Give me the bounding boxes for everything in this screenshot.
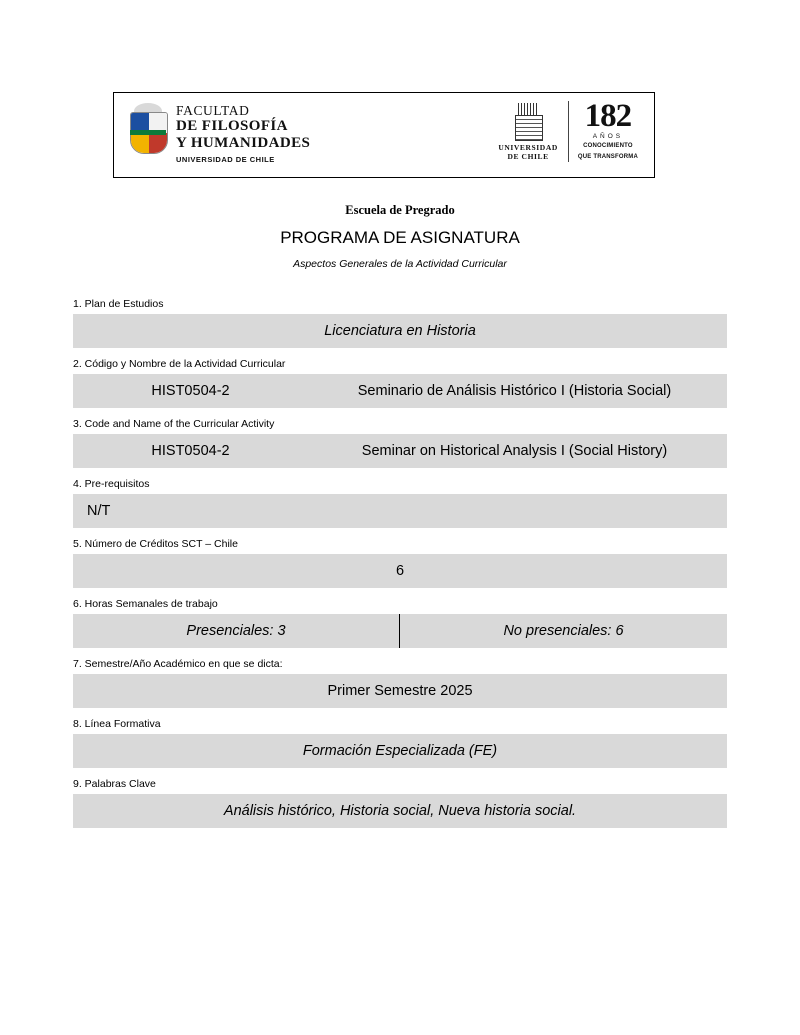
anniversary-tagline-1: CONOCIMIENTO <box>583 143 633 150</box>
field-value-credits: 6 <box>395 563 405 579</box>
field-value-name-es: Seminario de Análisis Histórico I (Historia Social) <box>357 383 672 399</box>
faculty-line-4: UNIVERSIDAD DE CHILE <box>176 154 275 164</box>
document-titles <box>0 203 800 270</box>
page-title: PROGRAMA DE ASIGNATURA <box>280 228 520 247</box>
field-label-credits: 5. Número de Créditos SCT – Chile <box>73 538 238 550</box>
field-value-prerequisites: N/T <box>87 503 111 519</box>
university-mark <box>498 101 558 162</box>
field-label-semester: 7. Semestre/Año Académico en que se dicta: <box>73 658 283 670</box>
weekly-hours-offsite-cell <box>400 614 727 648</box>
field-value-name-en: Seminar on Historical Analysis I (Social History) <box>361 443 668 459</box>
field-value-hours-offsite: No presenciales: 6 <box>503 623 624 639</box>
faculty-line-3: Y HUMANIDADES <box>176 134 311 151</box>
field-label-code-name-en: 3. Code and Name of the Curricular Activity <box>73 418 275 430</box>
field-value-code-name-en-box <box>73 434 727 468</box>
faculty-line-1: FACULTAD <box>176 103 250 118</box>
field-value-keywords-box <box>73 794 727 828</box>
university-line-2: DE CHILE <box>507 152 549 162</box>
anniversary-tagline-2: QUE TRANSFORMA <box>577 154 638 161</box>
field-value-hours-onsite: Presenciales: 3 <box>186 623 286 639</box>
anniversary-years-label: AÑOS <box>592 133 624 141</box>
anniversary-number: 182 <box>584 98 632 134</box>
field-value-training-line: Formación Especializada (FE) <box>302 743 498 759</box>
field-label-weekly-hours: 6. Horas Semanales de trabajo <box>73 598 218 610</box>
field-value-code-en: HIST0504-2 <box>151 443 230 459</box>
field-label-prerequisites: 4. Pre-requisitos <box>73 478 150 490</box>
document-subtitle: Aspectos Generales de la Actividad Curricular <box>293 258 507 270</box>
field-value-semester-box <box>73 674 727 708</box>
field-value-code-name-es-box <box>73 374 727 408</box>
field-value-training-line-box <box>73 734 727 768</box>
faculty-name <box>176 103 310 164</box>
university-logo <box>498 98 638 162</box>
program-fields <box>73 298 727 828</box>
school-name: Escuela de Pregrado <box>345 203 455 217</box>
faculty-logo <box>128 103 310 164</box>
field-label-training-line: 8. Línea Formativa <box>73 718 161 730</box>
field-label-keywords: 9. Palabras Clave <box>73 778 156 790</box>
anniversary-mark <box>568 98 638 162</box>
faculty-shield-icon <box>128 103 168 155</box>
field-value-semester: Primer Semestre 2025 <box>327 683 473 699</box>
field-value-prerequisites-box <box>73 494 727 528</box>
field-value-credits-box <box>73 554 727 588</box>
header-logo-band <box>113 92 655 178</box>
university-emblem-icon <box>511 103 545 141</box>
weekly-hours-onsite-cell <box>73 614 400 648</box>
faculty-line-2: DE FILOSOFÍA <box>176 118 288 135</box>
university-line-1: UNIVERSIDAD <box>498 143 558 152</box>
field-value-plan: Licenciatura en Historia <box>324 323 476 339</box>
field-value-weekly-hours-box <box>73 614 727 648</box>
field-label-code-name-es: 2. Código y Nombre de la Actividad Curricular <box>73 358 286 370</box>
field-value-plan-box <box>73 314 727 348</box>
field-value-code-es: HIST0504-2 <box>151 383 230 399</box>
field-label-plan: 1. Plan de Estudios <box>73 298 164 310</box>
field-value-keywords: Análisis histórico, Historia social, Nueva historia social. <box>223 803 577 819</box>
